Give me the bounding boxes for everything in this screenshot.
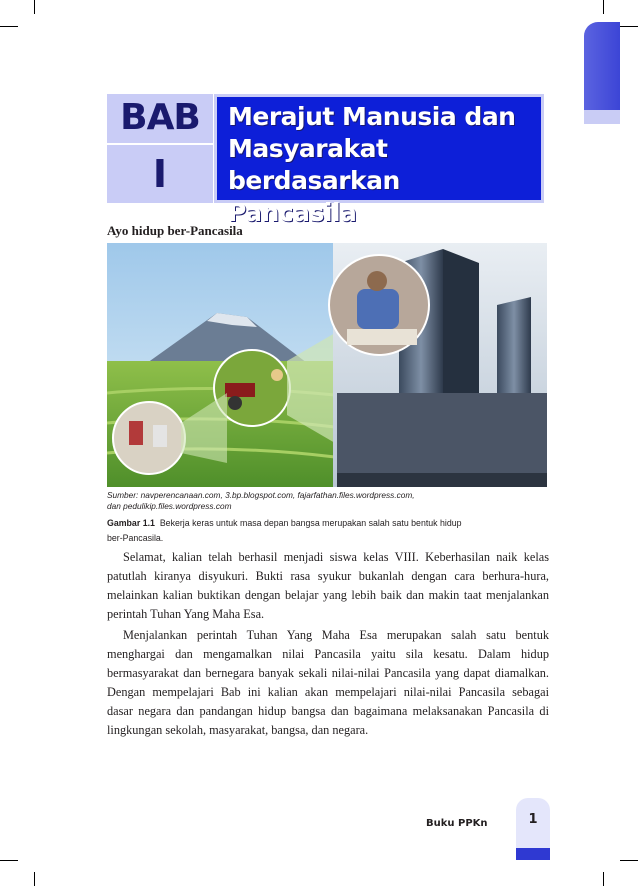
office-desk — [347, 329, 417, 345]
paragraph-line: Dengan mempelajari Bab ini kalian akan mempelajari nilai-nilai Pancasila sebagai — [107, 685, 549, 699]
collage-image — [107, 243, 547, 487]
chapter-label-divider — [107, 143, 213, 145]
paragraph-line: dasar negara dan pandangan hidup bangsa dan bagaimana melaksanakan Pancasila di — [107, 704, 549, 718]
page-number-tab-stripe — [516, 848, 550, 860]
body-paragraph — [107, 548, 549, 624]
paragraph-line: melainkan kalian buktikan dengan belajar yang lebih baik dan makin taat menjalankan — [107, 588, 549, 602]
crop-mark — [603, 0, 604, 14]
chapter-edge-tab-stripe — [584, 110, 620, 124]
chapter-title-line: Pancasila — [228, 198, 357, 227]
paragraph-line: Selamat, kalian telah berhasil menjadi siswa kelas VIII. Keberhasilan naik kelas — [123, 550, 549, 564]
figure-caption-line — [107, 516, 537, 531]
crop-mark — [0, 26, 18, 27]
street — [337, 473, 547, 487]
figure-caption-label: Gambar 1.1 — [107, 518, 155, 528]
crop-mark — [603, 872, 604, 886]
figure-source-line: dan pedulikip.files.wordpress.com — [107, 501, 232, 511]
chapter-label: BAB — [120, 97, 200, 138]
farmers-photo — [113, 402, 185, 474]
figure-photo-collage — [107, 243, 547, 487]
figure-caption-line: ber-Pancasila. — [107, 533, 164, 543]
page-number: 1 — [528, 812, 538, 827]
section-subtitle: Ayo hidup ber-Pancasila — [107, 223, 243, 238]
paragraph-line: perintah Tuhan Yang Maha Esa. — [107, 607, 265, 621]
chapter-number: I — [152, 152, 168, 196]
farmer-figure — [129, 421, 143, 445]
paragraph-line: lingkungan sekolah, masyarakat, bangsa, dan negara. — [107, 723, 369, 737]
paragraph-line: menghargai dan mengamalkan nilai Pancasila yaitu sila kesatu. Dalam hidup — [107, 647, 549, 661]
figure-source-line: Sumber: navperencanaan.com, 3.bp.blogspot.com, fajarfathan.files.wordpress.com, — [107, 490, 415, 500]
building-base — [337, 393, 547, 487]
crop-mark — [34, 0, 35, 14]
chapter-edge-tab — [584, 22, 620, 110]
office-worker — [357, 289, 399, 329]
book-title-footer: Buku PPKn — [426, 818, 488, 829]
chapter-title — [228, 101, 540, 229]
figure-caption-text: Bekerja keras untuk masa depan bangsa merupakan salah satu bentuk hidup — [159, 518, 462, 528]
tractor — [225, 383, 255, 397]
chapter-title-line: Merajut Manusia dan — [228, 102, 516, 131]
figure-source — [107, 490, 547, 512]
figure-caption — [107, 516, 537, 546]
crop-mark — [620, 860, 638, 861]
body-paragraph — [107, 626, 549, 740]
paragraph-line: bermasyarakat dan bernegara banyak sekali nilai-nilai Pancasila yang dapat diamalkan. — [107, 666, 549, 680]
office-worker-head — [367, 271, 387, 291]
crop-mark — [0, 860, 18, 861]
tractor-wheel — [228, 396, 242, 410]
paragraph-line: Menjalankan perintah Tuhan Yang Maha Esa merupakan salah satu bentuk — [123, 628, 549, 642]
crop-mark — [34, 872, 35, 886]
farmer — [271, 369, 283, 381]
paragraph-line: patutlah kiranya disyukuri. Bukti rasa syukur bukanlah dengan cara berhura-hura, — [107, 569, 549, 583]
crop-mark — [620, 26, 638, 27]
farmer-figure — [153, 425, 167, 447]
chapter-title-line: Masyarakat berdasarkan — [228, 134, 400, 195]
